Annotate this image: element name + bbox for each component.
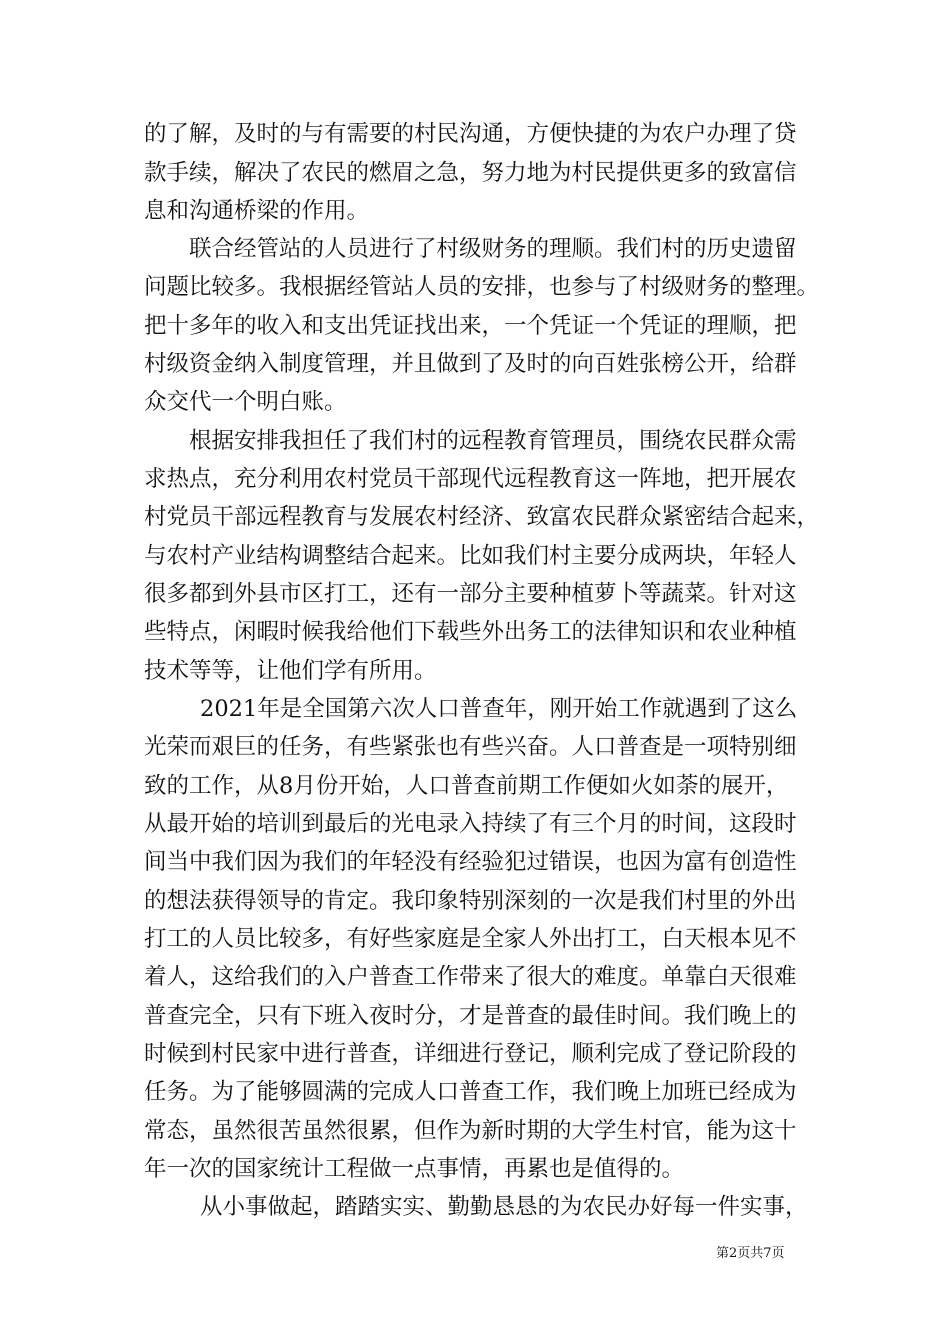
text-line: 息和沟通桥梁的作用。 [144,198,370,224]
text-line: 常态，虽然很苦虽然很累，但作为新时期的大学生村官，能为这十 [144,1118,797,1144]
text-line: 把十多年的收入和支出凭证找出来，一个凭证一个凭证的理顺，把 [144,313,797,339]
text-line: 任务。为了能够圆满的完成人口普查工作，我们晚上加班已经成为 [144,1079,797,1105]
text-line: 与农村产业结构调整结合起来。比如我们村主要分成两块，年轻人 [144,543,797,569]
text-line: 众交代一个明白账。 [144,389,347,415]
text-line: 2021年是全国第六次人口普查年，刚开始工作就遇到了这么 [200,696,798,722]
text-line: 根据安排我担任了我们村的远程教育管理员，围绕农民群众需 [189,428,797,454]
text-line: 求热点，充分利用农村党员干部现代远程教育这一阵地，把开展农 [144,466,797,492]
text-line: 时候到村民家中进行普查，详细进行登记，顺利完成了登记阶段的 [144,1041,797,1067]
text-line: 很多都到外县市区打工，还有一部分主要种植萝卜等蔬菜。针对这 [144,581,797,607]
text-line: 联合经管站的人员进行了村级财务的理顺。我们村的历史遗留 [189,236,797,262]
text-line: 些特点，闲暇时候我给他们下载些外出务工的法律知识和农业种植 [144,619,797,645]
text-line: 普查完全，只有下班入夜时分，才是普查的最佳时间。我们晚上的 [144,1003,797,1029]
text-line: 款手续，解决了农民的燃眉之急，努力地为村民提供更多的致富信 [144,160,797,186]
text-line: 的了解，及时的与有需要的村民沟通，方便快捷的为农户办理了贷 [144,121,797,147]
page-number-footer: 第2页共7页 [716,1246,785,1261]
text-line: 的想法获得领导的肯定。我印象特别深刻的一次是我们村里的外出 [144,888,797,914]
text-line: 间当中我们因为我们的年轻没有经验犯过错误，也因为富有创造性 [144,849,797,875]
text-line: 着人，这给我们的入户普查工作带来了很大的难度。单靠白天很难 [144,964,797,990]
text-line: 技术等等，让他们学有所用。 [144,658,437,684]
text-line: 从小事做起，踏踏实实、勤勤恳恳的为农民办好每一件实事， [200,1194,808,1220]
text-line: 问题比较多。我根据经管站人员的安排，也参与了村级财务的整理。 [144,274,820,300]
text-line: 光荣而艰巨的任务，有些紧张也有些兴奋。人口普查是一项特别细 [144,734,797,760]
text-line: 致的工作，从8月份开始，人口普查前期工作便如火如荼的展开， [144,773,789,799]
text-line: 村党员干部远程教育与发展农村经济、致富农民群众紧密结合起来， [144,504,820,530]
text-line: 年一次的国家统计工程做一点事情，再累也是值得的。 [144,1156,685,1182]
text-line: 村级资金纳入制度管理，并且做到了及时的向百姓张榜公开，给群 [144,351,797,377]
text-line: 从最开始的培训到最后的光电录入持续了有三个月的时间，这段时 [144,811,797,837]
text-line: 打工的人员比较多，有好些家庭是全家人外出打工，白天根本见不 [144,926,797,952]
